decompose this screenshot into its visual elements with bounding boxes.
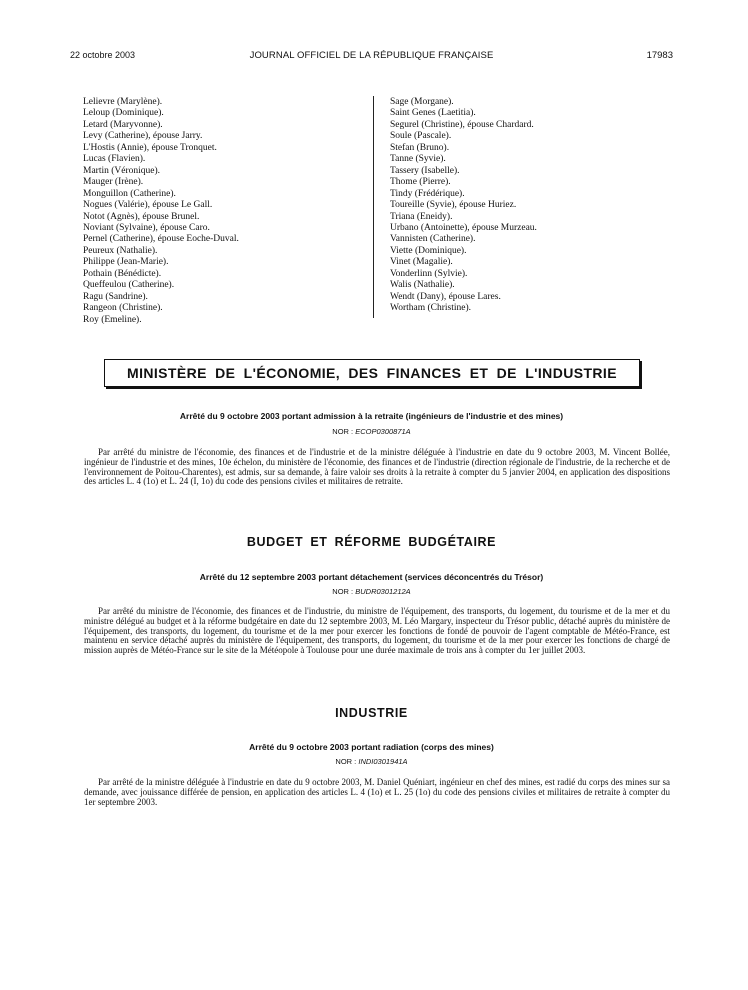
section-heading: BUDGET ET RÉFORME BUDGÉTAIRE bbox=[246, 535, 497, 549]
name-entry: Vinet (Magalie). bbox=[390, 257, 453, 268]
name-entry: Sage (Morgane). bbox=[390, 97, 454, 107]
ministry-heading-box bbox=[104, 359, 640, 387]
name-entry: Saint Genes (Laetitia). bbox=[390, 108, 476, 119]
name-entry: Viette (Dominique). bbox=[390, 245, 467, 256]
name-entry: Leloup (Dominique). bbox=[83, 108, 164, 119]
name-entry: Lelievre (Marylène). bbox=[83, 97, 163, 107]
arrete-title: Arrêté du 12 septembre 2003 portant détachement (services déconcentrés du Trésor) bbox=[199, 572, 544, 582]
name-entry: Notot (Agnès), épouse Brunel. bbox=[83, 211, 200, 222]
name-entry: Queffeulou (Catherine). bbox=[83, 280, 175, 291]
name-entry: Lucas (Flavien). bbox=[83, 154, 146, 165]
nor-label: NOR : bbox=[332, 587, 354, 596]
page-number: 17983 bbox=[646, 50, 673, 61]
nor-reference bbox=[70, 587, 673, 596]
nor-reference bbox=[70, 427, 673, 436]
name-entry: Nogues (Valérie), épouse Le Gall. bbox=[83, 200, 213, 211]
nor-reference bbox=[70, 757, 673, 766]
arrete-text: Par arrêté du ministre de l'économie, des finances et de l'industrie et de la ministre déléguée à l'industrie en date du 9 octobre 2003, M. Vincent Bollée, ingénieur de l'industrie et des mines, 10e échelon, du ministère de l'économie, des finances et de l'industrie (direction régionale de l'industrie, de la recherche et de l'environnement de Poitou-Charentes), est admis, sur sa demande, à faire valoir ses droits à la retraite à compter du 5 janvier 2004, en application des dispositions des articles L. 4 (1o) et L. 24 (I, 1o) du code des pensions civiles et militaires de retraite. bbox=[84, 447, 670, 487]
name-entry: Ragu (Sandrine). bbox=[83, 291, 148, 302]
ministry-heading: MINISTÈRE DE L'ÉCONOMIE, DES FINANCES ET DE L'INDUSTRIE bbox=[127, 365, 617, 381]
name-entry: Urbano (Antoinette), épouse Murzeau. bbox=[390, 222, 537, 233]
nor-label: NOR : bbox=[332, 427, 354, 436]
name-entry: L'Hostis (Annie), épouse Tronquet. bbox=[83, 142, 217, 153]
page-header bbox=[70, 50, 673, 64]
section-heading: INDUSTRIE bbox=[335, 706, 408, 720]
name-entry: Roy (Emeline). bbox=[83, 314, 142, 325]
name-entry: Vannisten (Catherine). bbox=[390, 234, 476, 245]
name-entry: Martin (Véronique). bbox=[83, 165, 161, 176]
name-entry: Tindy (Frédérique). bbox=[390, 188, 465, 199]
arrete-text: Par arrêté de la ministre déléguée à l'industrie en date du 9 octobre 2003, M. Daniel Quéniart, ingénieur en chef des mines, est radié du corps des mines sur sa demande, avec jouissance différée de pension, en application des articles L. 4 (1o) et L. 25 (1o) du code des pensions civiles et militaires de retraite à compter du 1er septembre 2003. bbox=[84, 777, 670, 807]
name-entry: Thome (Pierre). bbox=[390, 177, 451, 188]
column-divider bbox=[373, 96, 374, 318]
nor-code: BUDR0301212A bbox=[355, 587, 411, 596]
name-entry: Stefan (Bruno). bbox=[390, 142, 450, 153]
names-list-left bbox=[83, 97, 363, 326]
name-entry: Triana (Eneidy). bbox=[390, 211, 453, 222]
name-entry: Tanne (Syvie). bbox=[390, 154, 446, 165]
name-entry: Walis (Nathalie). bbox=[390, 280, 455, 291]
name-entry: Philippe (Jean-Marie). bbox=[83, 257, 169, 268]
name-entry: Wendt (Dany), épouse Lares. bbox=[390, 291, 501, 302]
name-entry: Wortham (Christine). bbox=[390, 303, 472, 314]
name-entry: Rangeon (Christine). bbox=[83, 303, 163, 314]
name-entry: Peureux (Nathalie). bbox=[83, 245, 158, 256]
name-entry: Vonderlinn (Sylvie). bbox=[390, 268, 468, 279]
name-entry: Levy (Catherine), épouse Jarry. bbox=[83, 131, 203, 142]
name-entry: Tassery (Isabelle). bbox=[390, 165, 460, 176]
name-entry: Soule (Pascale). bbox=[390, 131, 452, 142]
names-list-right bbox=[390, 97, 680, 315]
name-entry: Noviant (Sylvaine), épouse Caro. bbox=[83, 222, 210, 233]
name-entry: Letard (Maryvonne). bbox=[83, 119, 163, 130]
nor-label: NOR : bbox=[335, 757, 357, 766]
name-entry: Segurel (Christine), épouse Chardard. bbox=[390, 119, 534, 130]
issue-date: 22 octobre 2003 bbox=[70, 50, 136, 60]
name-entry: Toureille (Syvie), épouse Huriez. bbox=[390, 200, 517, 211]
name-entry: Pernel (Catherine), épouse Eoche-Duval. bbox=[83, 234, 239, 245]
journal-title: JOURNAL OFFICIEL DE LA RÉPUBLIQUE FRANÇAISE bbox=[249, 50, 494, 61]
arrete-text: Par arrêté du ministre de l'économie, des finances et de l'industrie, du ministre de l'équipement, des transports, du logement, du tourisme et de la mer et du ministre délégué au budget et à la réforme budgétaire en date du 12 septembre 2003, M. Léo Margary, inspecteur du Trésor public, détaché auprès du ministère de l'équipement, des transports, du logement, du tourisme et de la mer pour exercer les fonctions de fondé de pouvoir de l'agent comptable de Météo-France, est maintenu en service détaché auprès du ministère de l'équipement, des transports, du logement, du tourisme et de la mer pour exercer les fonctions de chargé de mission auprès de Météo-France sur le site de la Météopole à Toulouse pour une durée maximale de trois ans à compter du 1er juillet 2003. bbox=[84, 606, 670, 655]
nor-code: ECOP0300871A bbox=[355, 427, 411, 436]
arrete-title: Arrêté du 9 octobre 2003 portant radiation (corps des mines) bbox=[249, 742, 494, 752]
name-entry: Monguillon (Catherine). bbox=[83, 188, 176, 199]
name-entry: Mauger (Irène). bbox=[83, 177, 144, 188]
name-entry: Pothain (Bénédicte). bbox=[83, 268, 162, 279]
nor-code: INDI0301941A bbox=[358, 757, 408, 766]
arrete-title: Arrêté du 9 octobre 2003 portant admission à la retraite (ingénieurs de l'industrie et des mines) bbox=[179, 411, 564, 421]
